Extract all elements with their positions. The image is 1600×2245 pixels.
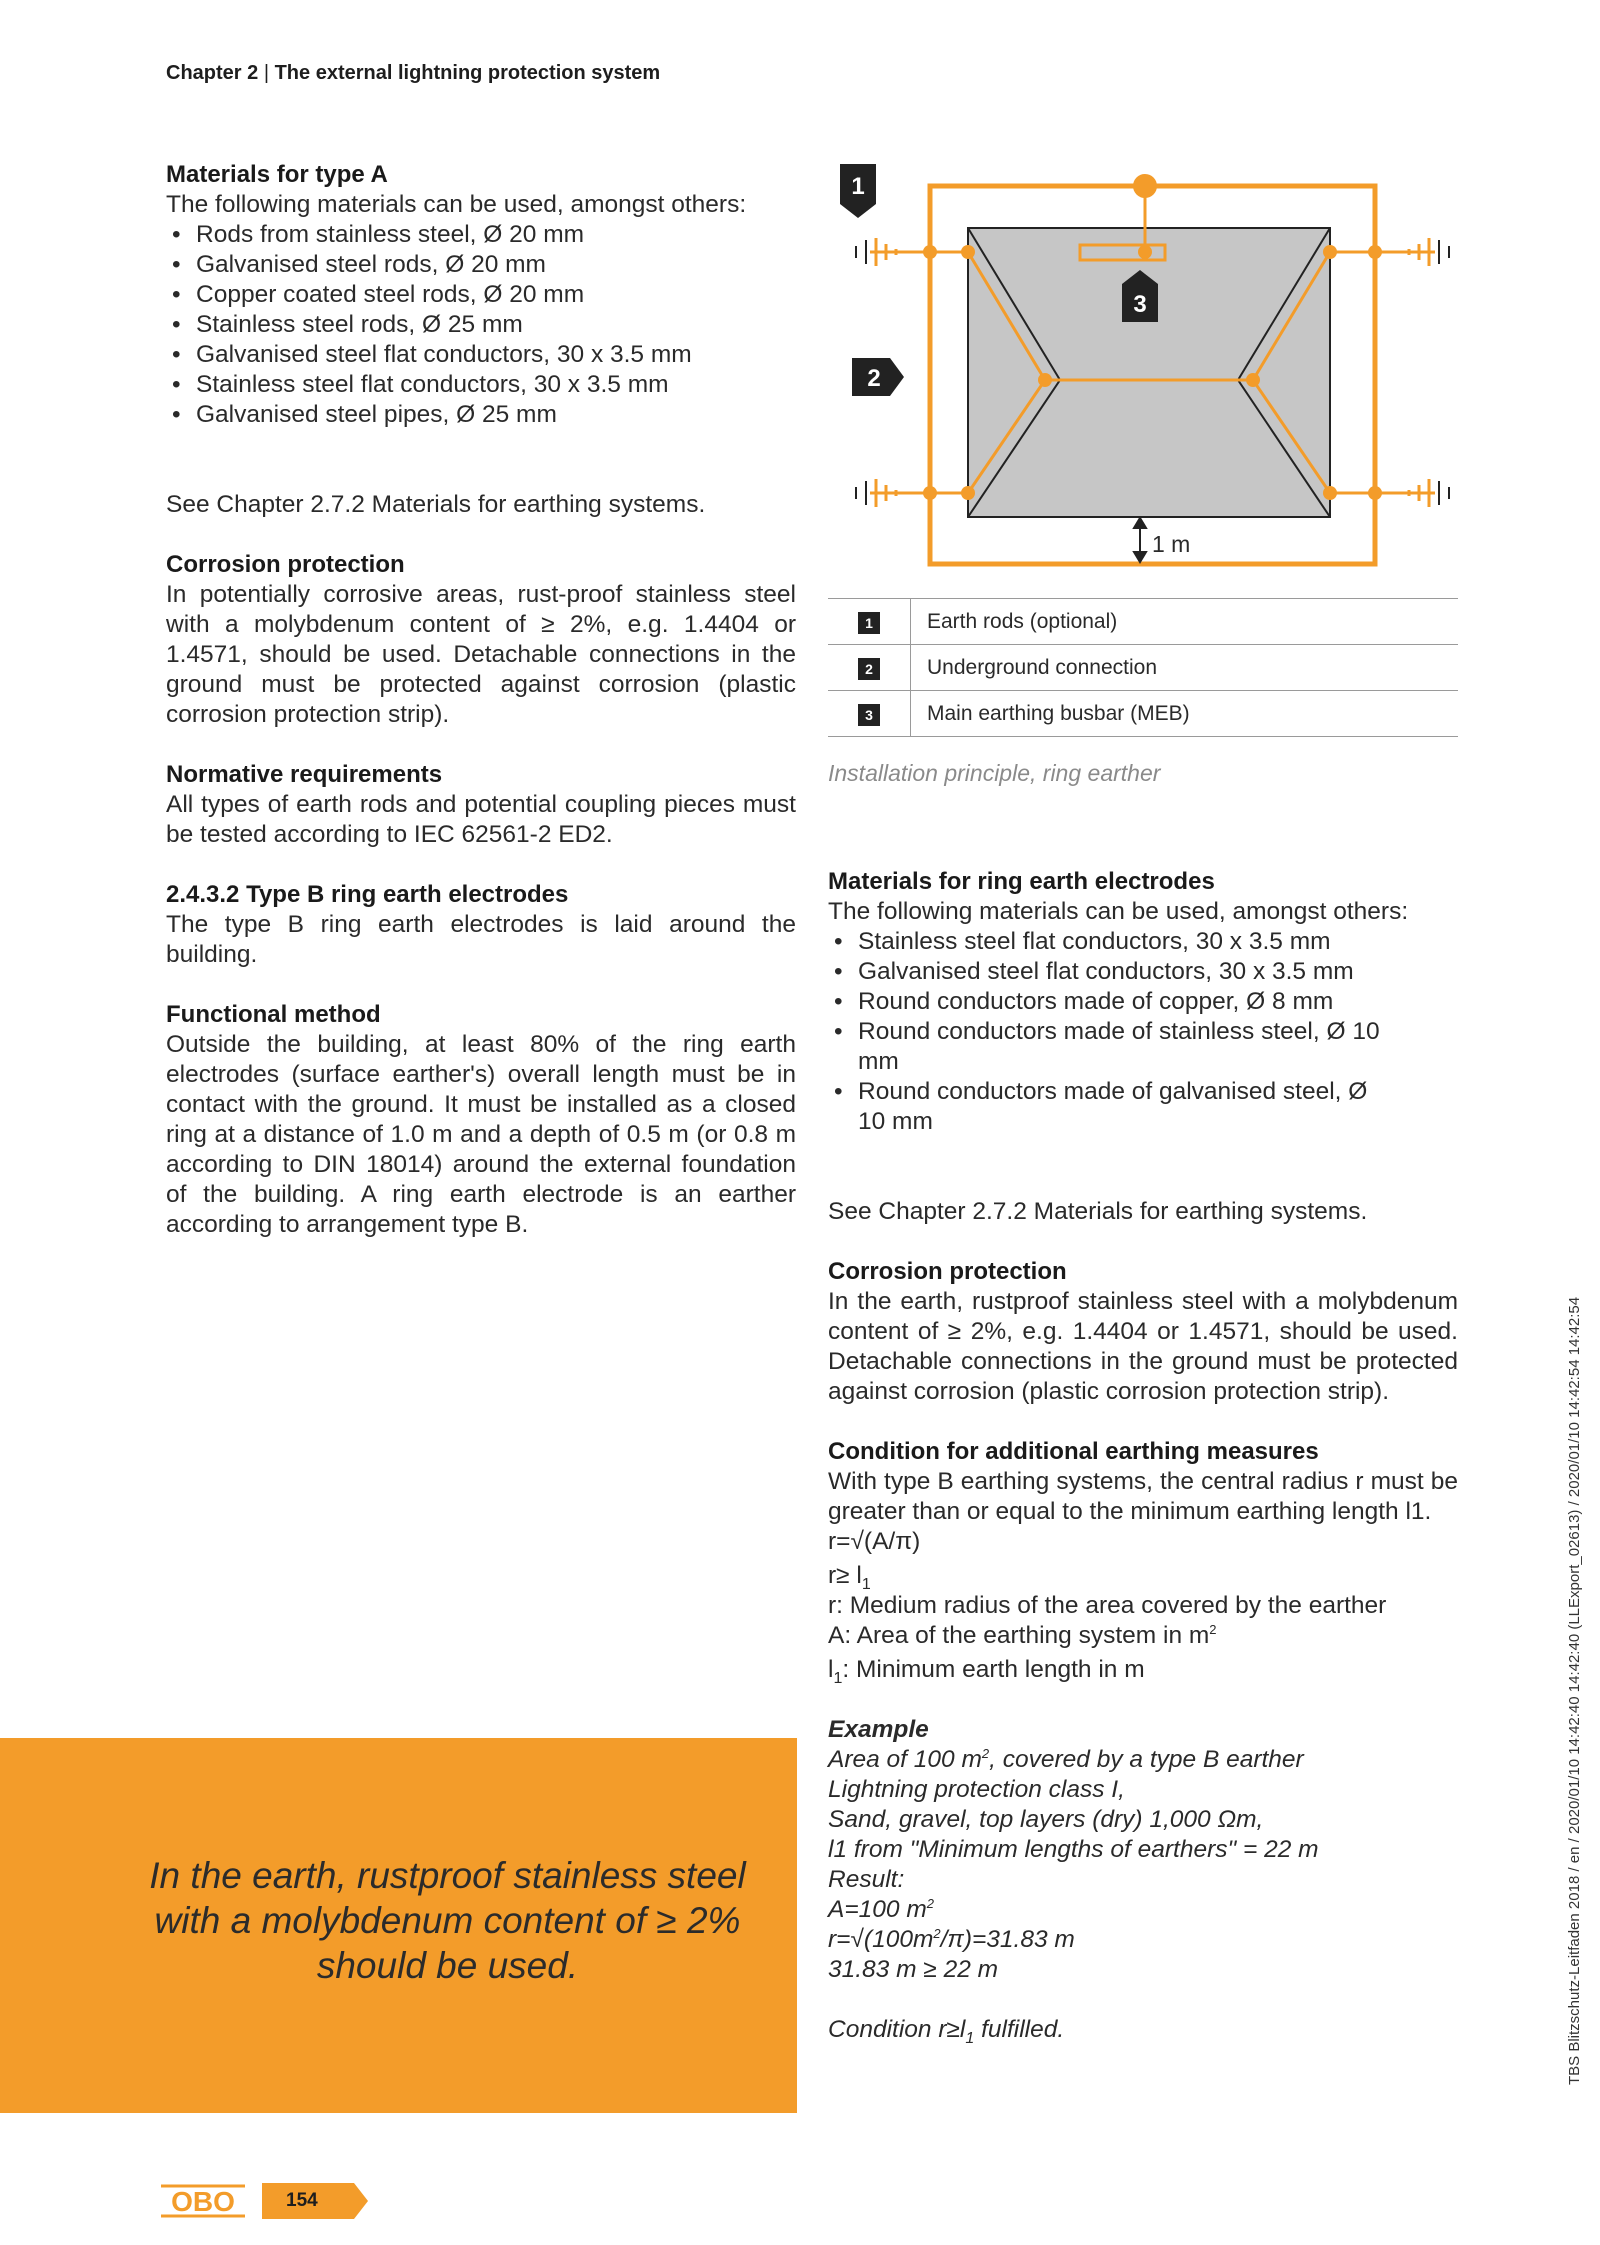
definition-l1-text: : Minimum earth length in m bbox=[842, 1656, 1145, 1683]
formula-radius: r=√(A/π) bbox=[828, 1528, 921, 1555]
legend-num-cell bbox=[828, 645, 911, 691]
spacer bbox=[828, 1685, 1458, 1715]
superscript: 2 bbox=[933, 1925, 941, 1941]
example-block bbox=[828, 1715, 1458, 2045]
legend-num-cell bbox=[828, 691, 911, 737]
corrosion-heading-left: Corrosion protection bbox=[166, 551, 405, 578]
subscript: 1 bbox=[965, 2029, 975, 2047]
spacer bbox=[166, 520, 796, 550]
distance-arrow bbox=[1134, 518, 1146, 562]
corrosion-text-right: In the earth, rustproof stainless steel with a molybdenum content of ≥ 2%, e.g. 1.4404 or 1.4571, should be used. Detachable connections in the ground must be protected against corrosion (plastic corrosion protection strip). bbox=[828, 1288, 1458, 1405]
distance-label: 1 m bbox=[1152, 531, 1191, 557]
ring-materials-intro: The following materials can be used, amongst others: bbox=[828, 898, 1409, 925]
list-item: • Round conductors made of stainless steel, Ø 10 mm bbox=[828, 1017, 1458, 1077]
legend-row bbox=[828, 599, 1458, 645]
spacer bbox=[166, 850, 796, 880]
legend-number: 2 bbox=[858, 658, 880, 680]
condition-heading: Condition for additional earthing measures bbox=[828, 1438, 1319, 1465]
see-chapter-right: See Chapter 2.7.2 Materials for earthing systems. bbox=[828, 1198, 1368, 1225]
marker-2 bbox=[852, 358, 904, 396]
type-b-text: The type B ring earth electrodes is laid around the building. bbox=[166, 911, 796, 968]
junction-point bbox=[1368, 245, 1382, 259]
right-column bbox=[828, 867, 1458, 2045]
chapter-number: Chapter 2 bbox=[166, 62, 259, 84]
spacer bbox=[828, 1985, 1458, 2015]
example-text: r=√(100m bbox=[828, 1926, 934, 1953]
page-number: 154 bbox=[286, 2190, 318, 2211]
list-item: • Stainless steel flat conductors, 30 x 3.5 mm bbox=[828, 927, 1458, 957]
junction-point bbox=[961, 486, 975, 500]
functional-text: Outside the building, at least 80% of the ring earth electrodes (surface earther's) overall length must be in contact with the ground. It must be installed as a closed ring at a distance of 1.0 m and a depth of 0.5 m (or 0.8 m according to DIN 18014) around the external foundation of the building. A ring earth electrode is an earther according to arrangement type B. bbox=[166, 1031, 796, 1238]
type-a-list bbox=[166, 220, 796, 430]
condition-result-text: Condition r≥l bbox=[828, 2016, 966, 2043]
spacer bbox=[166, 970, 796, 1000]
superscript: 2 bbox=[926, 1895, 934, 1911]
condition-result-text: fulfilled. bbox=[974, 2016, 1065, 2043]
condition-text: With type B earthing systems, the central radius r must be greater than or equal to the minimum earthing length l1. bbox=[828, 1468, 1458, 1525]
chapter-header bbox=[166, 62, 660, 85]
junction-point bbox=[1246, 373, 1260, 387]
list-item: • Rods from stainless steel, Ø 20 mm bbox=[166, 220, 796, 250]
junction-point bbox=[923, 245, 937, 259]
definition-a bbox=[828, 1621, 1458, 1651]
highlight-quote-box bbox=[0, 1738, 797, 2113]
list-item: • Round conductors made of copper, Ø 8 mm bbox=[828, 987, 1458, 1017]
chapter-title: The external lightning protection system bbox=[274, 62, 661, 84]
junction-point bbox=[961, 245, 975, 259]
page-number-tab bbox=[262, 2183, 368, 2219]
spacer bbox=[828, 1137, 1458, 1197]
example-line: 31.83 m ≥ 22 m bbox=[828, 1956, 999, 1983]
subscript: 1 bbox=[861, 1575, 871, 1593]
example-text: Area of 100 m bbox=[828, 1746, 982, 1773]
legend-row bbox=[828, 691, 1458, 737]
type-a-heading: Materials for type A bbox=[166, 161, 388, 188]
example-line: Sand, gravel, top layers (dry) 1,000 Ωm, bbox=[828, 1806, 1264, 1833]
corrosion-text-left: In potentially corrosive areas, rust-proof stainless steel with a molybdenum content of ≥ 2%, e.g. 1.4404 or 1.4571, should be used. Detachable connections in the ground must be protected against corrosion (plastic corrosion protection strip). bbox=[166, 581, 796, 728]
list-item: • Galvanised steel flat conductors, 30 x 3.5 mm bbox=[166, 340, 796, 370]
legend-row bbox=[828, 645, 1458, 691]
formula-condition bbox=[828, 1561, 1458, 1591]
junction-point bbox=[1323, 245, 1337, 259]
example-line bbox=[828, 1925, 1458, 1955]
corrosion-heading-right: Corrosion protection bbox=[828, 1258, 1067, 1285]
condition-result bbox=[828, 2015, 1458, 2045]
figure-caption: Installation principle, ring earther bbox=[828, 760, 1161, 786]
functional-heading: Functional method bbox=[166, 1001, 381, 1028]
example-line: Result: bbox=[828, 1866, 905, 1893]
legend-num-cell bbox=[828, 599, 911, 645]
list-item: • Round conductors made of galvanised steel, Ø 10 mm bbox=[828, 1077, 1458, 1137]
subscript: 1 bbox=[833, 1669, 843, 1687]
type-b-heading: 2.4.3.2 Type B ring earth electrodes bbox=[166, 881, 569, 908]
example-line: l1 from "Minimum lengths of earthers" = 22 m bbox=[828, 1836, 1319, 1863]
legend-text: Earth rods (optional) bbox=[911, 599, 1459, 645]
left-column bbox=[166, 160, 796, 1240]
obo-logo bbox=[160, 2183, 246, 2219]
spacer bbox=[166, 430, 796, 490]
svg-text:2: 2 bbox=[867, 365, 881, 392]
junction-point bbox=[1138, 245, 1152, 259]
definition-l1-symbol: l bbox=[828, 1656, 834, 1683]
superscript: 2 bbox=[1209, 1621, 1217, 1637]
list-item: • Stainless steel flat conductors, 30 x 3.5 mm bbox=[166, 370, 796, 400]
superscript: 2 bbox=[981, 1745, 990, 1761]
document-metadata-sidebar: TBS Blitzschutz-Leitfaden 2018 / en / 2020/01/10 14:42:40 14:42:40 (LLExport_02613) / 2020/01/10 14:42:54 14:42:54 bbox=[1566, 1296, 1583, 2085]
example-line bbox=[828, 1745, 1458, 1775]
ring-earther-diagram bbox=[820, 160, 1470, 580]
junction-point bbox=[1038, 373, 1052, 387]
example-line bbox=[828, 1895, 1458, 1925]
list-item: • Copper coated steel rods, Ø 20 mm bbox=[166, 280, 796, 310]
list-item: • Galvanised steel flat conductors, 30 x 3.5 mm bbox=[828, 957, 1458, 987]
list-item: • Stainless steel rods, Ø 25 mm bbox=[166, 310, 796, 340]
legend-number: 1 bbox=[858, 612, 880, 634]
junction-point bbox=[923, 486, 937, 500]
spacer bbox=[166, 730, 796, 760]
marker-1 bbox=[840, 164, 876, 218]
junction-point bbox=[1323, 486, 1337, 500]
building-roof bbox=[968, 228, 1330, 517]
legend-text: Main earthing busbar (MEB) bbox=[911, 691, 1459, 737]
junction-point bbox=[1368, 486, 1382, 500]
junction-point bbox=[1133, 174, 1157, 198]
definition-r: r: Medium radius of the area covered by the earther bbox=[828, 1592, 1387, 1619]
see-chapter-left: See Chapter 2.7.2 Materials for earthing systems. bbox=[166, 491, 706, 518]
legend-text: Underground connection bbox=[911, 645, 1459, 691]
example-heading: Example bbox=[828, 1716, 929, 1743]
type-a-intro: The following materials can be used, amongst others: bbox=[166, 191, 747, 218]
definition-a-text: A: Area of the earthing system in m bbox=[828, 1622, 1210, 1649]
ring-materials-list bbox=[828, 927, 1458, 1137]
ring-materials-heading: Materials for ring earth electrodes bbox=[828, 868, 1215, 895]
list-item: • Galvanised steel rods, Ø 20 mm bbox=[166, 250, 796, 280]
formula-condition-main: r≥ l bbox=[828, 1562, 862, 1589]
svg-text:3: 3 bbox=[1133, 291, 1147, 318]
spacer bbox=[828, 1407, 1458, 1437]
svg-text:1: 1 bbox=[851, 173, 865, 200]
highlight-quote: In the earth, rustproof stainless steel with a molybdenum content of ≥ 2% should be used. bbox=[149, 1855, 746, 1986]
spacer bbox=[828, 1227, 1458, 1257]
chapter-separator: | bbox=[263, 62, 275, 84]
definition-l1 bbox=[828, 1655, 1458, 1685]
list-item: • Galvanised steel pipes, Ø 25 mm bbox=[166, 400, 796, 430]
legend-number: 3 bbox=[858, 704, 880, 726]
example-text: A=100 m bbox=[828, 1896, 927, 1923]
normative-text: All types of earth rods and potential coupling pieces must be tested according to IEC 62561-2 ED2. bbox=[166, 791, 796, 848]
example-text: , covered by a type B earther bbox=[989, 1746, 1304, 1773]
diagram-legend bbox=[828, 598, 1458, 737]
example-text: /π)=31.83 m bbox=[940, 1926, 1075, 1953]
svg-text:OBO: OBO bbox=[171, 2186, 235, 2217]
example-line: Lightning protection class I, bbox=[828, 1776, 1125, 1803]
normative-heading: Normative requirements bbox=[166, 761, 443, 788]
